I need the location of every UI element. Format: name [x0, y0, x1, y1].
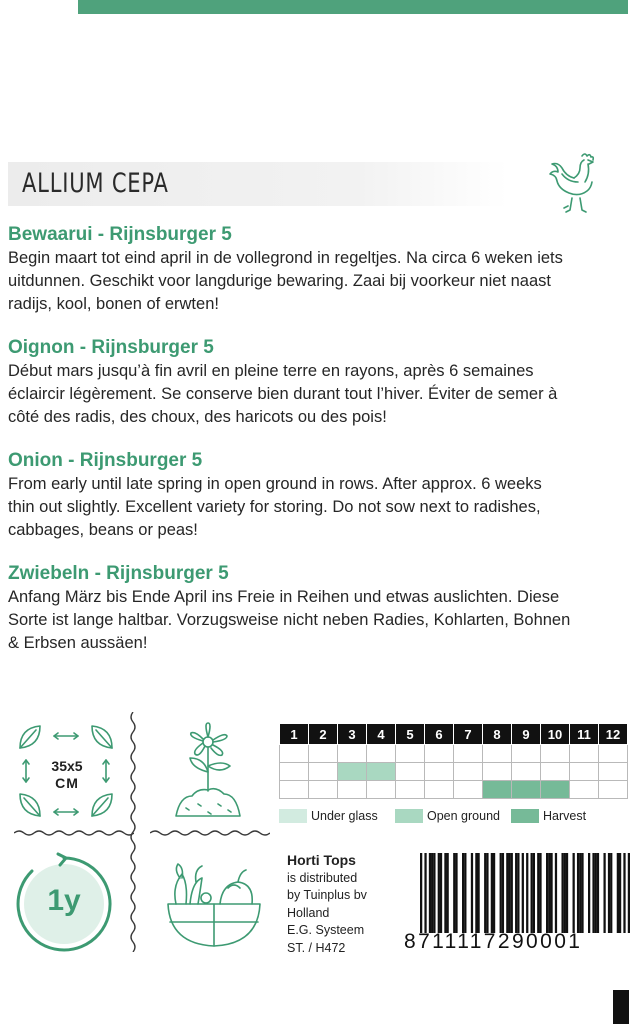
barcode-bar: [444, 853, 446, 933]
barcode-bar: [517, 853, 519, 933]
section-line: thin out slightly. Excellent variety for storing. Do not sow next to radishes,: [8, 498, 541, 516]
calendar-cell: [483, 781, 512, 799]
distributor-line: ST. / H472: [287, 940, 346, 955]
section-line: cabbages, beans or peas!: [8, 521, 198, 539]
barcode-bar: [533, 853, 535, 933]
section-german: [8, 562, 632, 655]
rooster-icon: [548, 150, 606, 216]
calendar-cell: [280, 745, 309, 763]
calendar-month-2: 2: [309, 724, 338, 745]
barcode-bar: [506, 853, 508, 933]
barcode-bar: [429, 853, 431, 933]
barcode-bar: [475, 853, 477, 933]
barcode-bar: [500, 853, 502, 933]
calendar-cell: [425, 781, 454, 799]
barcode-bar: [453, 853, 455, 933]
legend-open-ground: [395, 806, 500, 826]
calendar-cell: [396, 781, 425, 799]
section-line: uitdunnen. Geschikt voor langdurige bewaring. Zaai bij voorkeur niet naast: [8, 272, 551, 290]
duration-label: 1y: [47, 884, 81, 917]
barcode-bar: [447, 853, 449, 933]
spacing-block: [14, 720, 124, 825]
barcode-bar: [564, 853, 566, 933]
barcode-bar: [608, 853, 610, 933]
calendar-cell: [367, 763, 396, 781]
section-french: [8, 336, 632, 429]
barcode-number: 8711117290001: [404, 930, 583, 953]
calendar-cell: [454, 745, 483, 763]
legend-label: Open ground: [427, 809, 500, 823]
calendar-month-11: 11: [570, 724, 599, 745]
calendar-table: [279, 723, 628, 799]
barcode-bar: [623, 853, 625, 933]
legend-swatch-open-ground: [395, 809, 423, 823]
calendar-cell: [425, 745, 454, 763]
barcode-bar: [424, 853, 426, 933]
distributor-line: Holland: [287, 905, 330, 920]
calendar-cell: [599, 781, 628, 799]
divider-wave: [150, 828, 270, 838]
barcode-bar: [566, 853, 568, 933]
print-registration-mark: [613, 990, 629, 1024]
barcode-bar: [548, 853, 550, 933]
calendar-month-1: 1: [280, 724, 309, 745]
calendar-cell: [570, 763, 599, 781]
section-line: Sorte ist lange haltbar. Vorzugsweise nicht neben Radies, Kohlarten, Bohnen: [8, 611, 571, 629]
barcode-bar: [617, 853, 619, 933]
calendar-cell: [338, 781, 367, 799]
barcode-bar: [433, 853, 435, 933]
distributor-line: E.G. Systeem: [287, 923, 365, 937]
calendar-cell: [483, 763, 512, 781]
calendar-cell: [367, 745, 396, 763]
calendar-month-9: 9: [512, 724, 541, 745]
calendar-row-sow: [280, 763, 628, 781]
legend-swatch-harvest: [511, 809, 539, 823]
distributor-line: is distributed: [287, 870, 358, 885]
calendar-cell: [280, 781, 309, 799]
calendar-month-7: 7: [454, 724, 483, 745]
calendar-cell: [309, 745, 338, 763]
barcode-bar: [431, 853, 433, 933]
calendar-cell: [425, 763, 454, 781]
barcode-bar: [603, 853, 605, 933]
section-line: côté des radis, des choux, des haricots ou des pois!: [8, 408, 387, 426]
barcode-bar: [491, 853, 493, 933]
section-english: [8, 449, 632, 542]
section-title: Onion - Rijnsburger 5: [8, 450, 203, 471]
calendar-cell: [541, 781, 570, 799]
calendar-legend: [279, 806, 619, 826]
calendar-cell: [541, 745, 570, 763]
barcode-bar: [539, 853, 541, 933]
barcode-bar: [493, 853, 495, 933]
calendar-month-row: [280, 724, 628, 745]
barcode-bar: [595, 853, 597, 933]
barcode-bar: [462, 853, 464, 933]
barcode-bar: [610, 853, 612, 933]
calendar-row-harv: [280, 781, 628, 799]
section-line: éclaircir légèrement. Se conserve bien durant tout l’hiver. Éviter de semer à: [8, 385, 558, 403]
barcode-bar: [581, 853, 583, 933]
barcode: [420, 853, 630, 933]
divider-wave: [14, 828, 134, 838]
calendar-cell: [367, 781, 396, 799]
barcode-bar: [502, 853, 504, 933]
calendar-cell: [309, 781, 338, 799]
calendar-month-10: 10: [541, 724, 570, 745]
barcode-bar: [455, 853, 457, 933]
calendar-cell: [454, 763, 483, 781]
legend-harvest: [511, 806, 586, 826]
calendar-month-12: 12: [599, 724, 628, 745]
legend-swatch-under-glass: [279, 809, 307, 823]
calendar-month-3: 3: [338, 724, 367, 745]
species-band: [8, 162, 508, 206]
barcode-bar: [628, 853, 630, 933]
barcode-bar: [537, 853, 539, 933]
calendar-cell: [512, 763, 541, 781]
barcode-bar: [484, 853, 486, 933]
section-line: Anfang März bis Ende April ins Freie in Reihen und etwas auslichten. Diese: [8, 588, 560, 606]
section-line: Begin maart tot eind april in de vollegrond in regeltjes. Na circa 6 weken iets: [8, 249, 563, 267]
calendar-cell: [570, 781, 599, 799]
seedling-icon: [164, 720, 260, 824]
calendar-cell: [512, 745, 541, 763]
calendar-month-4: 4: [367, 724, 396, 745]
barcode-bar: [420, 853, 422, 933]
calendar-month-5: 5: [396, 724, 425, 745]
calendar-cell: [338, 745, 367, 763]
barcode-bar: [550, 853, 552, 933]
species-name: ALLIUM CEPA: [22, 168, 169, 199]
barcode-bar: [561, 853, 563, 933]
barcode-bar: [471, 853, 473, 933]
calendar-cell: [599, 745, 628, 763]
distributor-name: Horti Tops: [287, 852, 356, 868]
section-line: radijs, kool, bonen of erwten!: [8, 295, 219, 313]
barcode-bar: [531, 853, 533, 933]
barcode-bar: [579, 853, 581, 933]
section-line: & Erbsen aussäen!: [8, 634, 148, 652]
barcode-bar: [440, 853, 442, 933]
calendar-cell: [309, 763, 338, 781]
barcode-bar: [438, 853, 440, 933]
barcode-bar: [522, 853, 524, 933]
calendar-cell: [570, 745, 599, 763]
calendar-cell: [512, 781, 541, 799]
legend-label: Under glass: [311, 809, 378, 823]
barcode-bar: [508, 853, 510, 933]
barcode-bar: [515, 853, 517, 933]
barcode-bar: [526, 853, 528, 933]
barcode-bar: [577, 853, 579, 933]
legend-label: Harvest: [543, 809, 587, 823]
barcode-bar: [597, 853, 599, 933]
barcode-bar: [592, 853, 594, 933]
cycle-block: [14, 852, 114, 952]
legend-under-glass: [279, 806, 378, 826]
sowing-calendar: [279, 723, 628, 799]
section-line: From early until late spring in open ground in rows. After approx. 6 weeks: [8, 475, 542, 493]
calendar-cell: [338, 763, 367, 781]
calendar-row-under: [280, 745, 628, 763]
calendar-cell: [396, 763, 425, 781]
calendar-cell: [599, 763, 628, 781]
barcode-bar: [477, 853, 479, 933]
barcode-bar: [588, 853, 590, 933]
calendar-month-8: 8: [483, 724, 512, 745]
barcode-bar: [573, 853, 575, 933]
barcode-bar: [464, 853, 466, 933]
spacing-unit: CM: [55, 775, 79, 791]
barcode-bar: [486, 853, 488, 933]
calendar-cell: [483, 745, 512, 763]
calendar-cell: [541, 763, 570, 781]
barcode-bar: [555, 853, 557, 933]
distributor-info: [287, 852, 367, 957]
calendar-cell: [454, 781, 483, 799]
calendar-cell: [280, 763, 309, 781]
section-title: Zwiebeln - Rijnsburger 5: [8, 563, 229, 584]
section-title: Bewaarui - Rijnsburger 5: [8, 224, 232, 245]
spacing-value: 35x5: [51, 758, 83, 774]
calendar-cell: [396, 745, 425, 763]
section-line: Début mars jusqu’à fin avril en pleine terre en rayons, après 6 semaines: [8, 362, 534, 380]
section-dutch: [8, 223, 632, 316]
barcode-bar: [619, 853, 621, 933]
barcode-bar: [511, 853, 513, 933]
distributor-line: by Tuinplus bv: [287, 888, 367, 902]
section-title: Oignon - Rijnsburger 5: [8, 337, 214, 358]
top-brand-bar: [78, 0, 628, 14]
calendar-month-6: 6: [425, 724, 454, 745]
barcode-bar: [546, 853, 548, 933]
divider-wave-vertical: [128, 712, 138, 952]
harvest-basket-icon: [158, 852, 268, 952]
